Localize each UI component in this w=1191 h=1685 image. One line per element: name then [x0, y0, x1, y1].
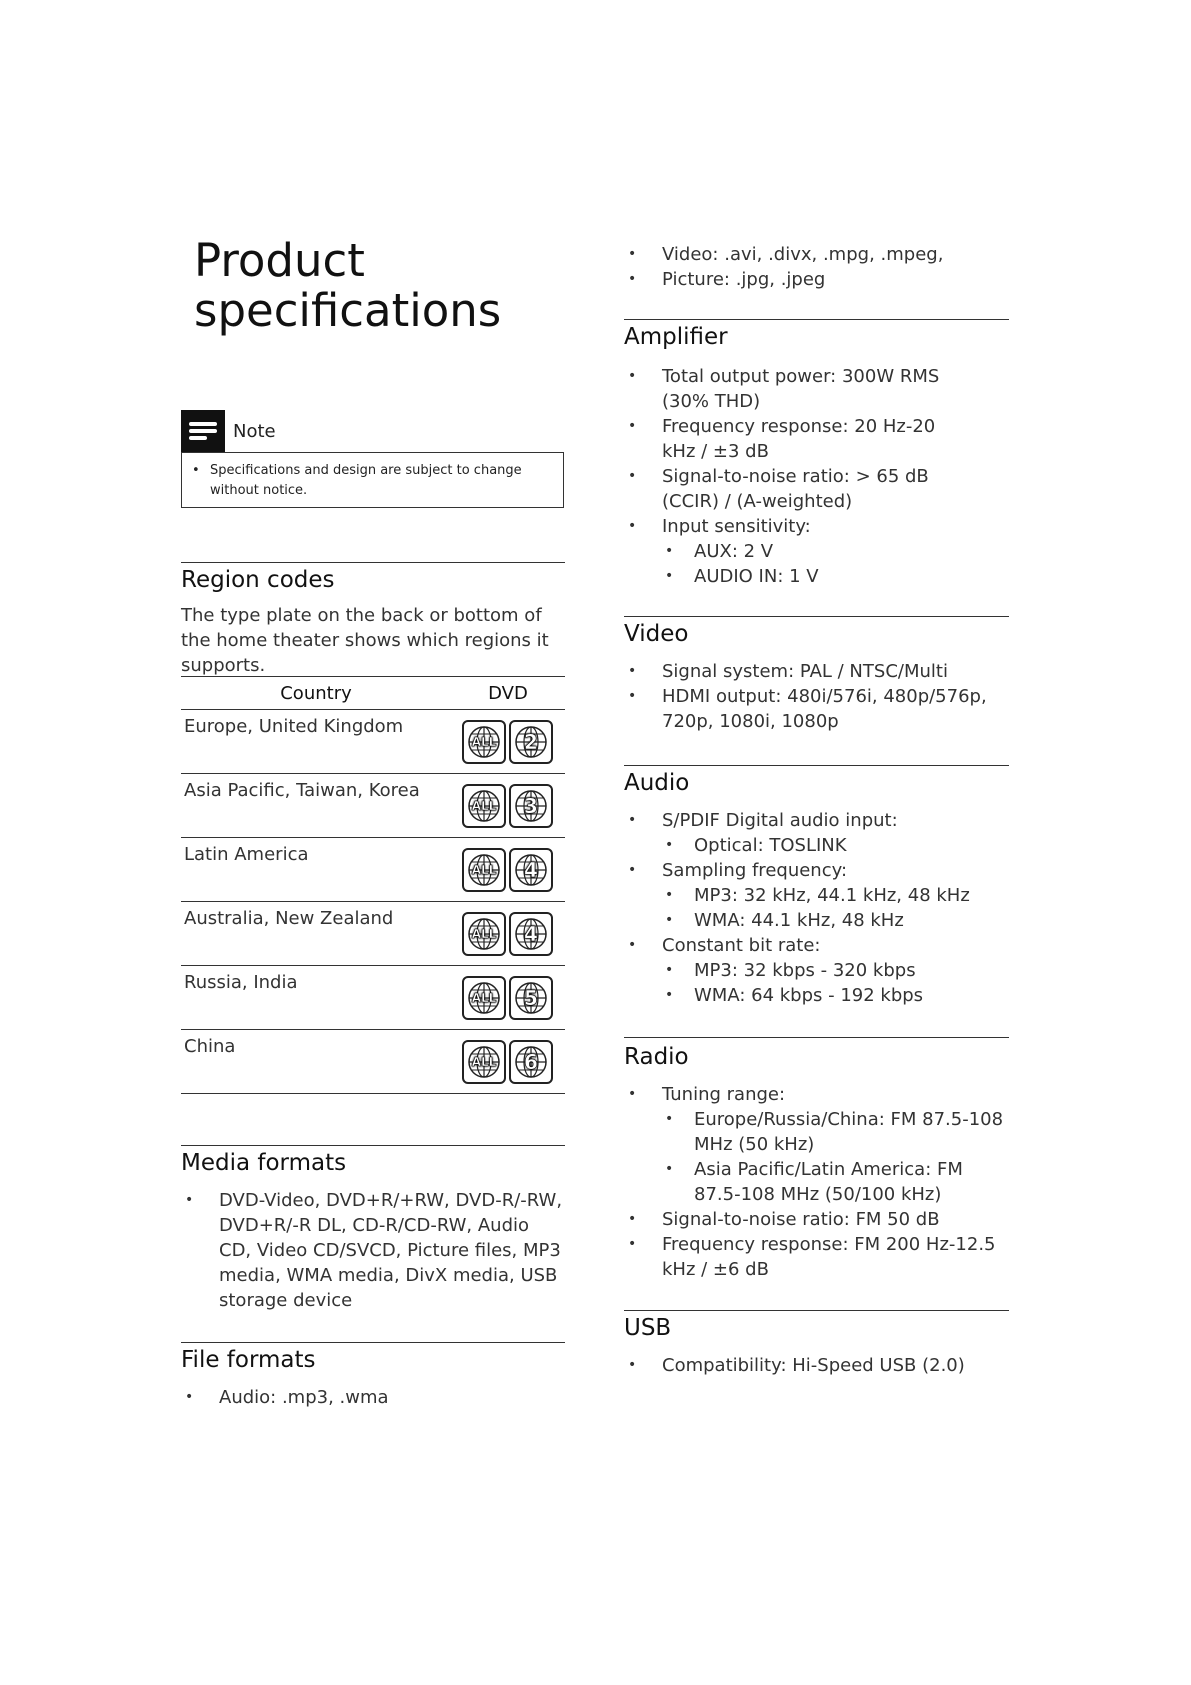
col-country: Country — [280, 682, 352, 704]
amplifier-section — [624, 319, 1009, 589]
region-table — [181, 676, 565, 1094]
file-formats-continued — [624, 242, 1014, 292]
media-formats-heading: Media formats — [181, 1150, 347, 1176]
note-text: Specifications and design are subject to change without notice. — [210, 463, 522, 498]
list-item: • Audio: .mp3, .wma — [181, 1385, 565, 1410]
note-label: Note — [233, 420, 276, 442]
region-badges — [462, 1040, 553, 1084]
country-name: Russia, India — [184, 972, 298, 993]
region-badges — [462, 848, 553, 892]
region-code-badge: 3 — [509, 784, 553, 828]
region-badges — [462, 912, 553, 956]
audio-section — [624, 765, 1009, 1008]
list-item: • Signal-to-noise ratio: > 65 dB (CCIR) / (A-weighted) — [624, 464, 964, 514]
list-item: • S/PDIF Digital audio input: • Optical: TOSLINK — [624, 808, 1009, 858]
region-all-badge: ALL — [462, 848, 506, 892]
radio-section — [624, 1037, 1009, 1282]
list-item: • MP3: 32 kbps - 320 kbps — [662, 958, 1009, 983]
list-item: • Europe/Russia/China: FM 87.5-108 MHz (50 kHz) — [662, 1107, 1009, 1157]
audio-list — [624, 808, 1009, 1008]
audio-heading: Audio — [624, 770, 690, 796]
region-all-badge: ALL — [462, 1040, 506, 1084]
list-item: • Signal system: PAL / NTSC/Multi — [624, 659, 1009, 684]
file-formats-heading: File formats — [181, 1347, 316, 1373]
list-item: • AUDIO IN: 1 V — [662, 564, 964, 589]
media-formats-section — [181, 1145, 565, 1313]
region-badges — [462, 720, 553, 764]
usb-heading: USB — [624, 1315, 672, 1341]
region-all-badge: ALL — [462, 912, 506, 956]
file-formats-list — [181, 1385, 565, 1410]
list-item: • Sampling frequency: • MP3: 32 kHz, 44.1 kHz, 48 kHz • WMA: 44.1 kHz, 48 kHz — [624, 858, 1009, 933]
page-title: Product specifications — [194, 234, 502, 337]
usb-section — [624, 1310, 1009, 1378]
sampling-sublist — [662, 883, 1009, 933]
video-heading: Video — [624, 621, 689, 647]
table-row — [181, 838, 565, 902]
list-item: • Video: .avi, .divx, .mpg, .mpeg, — [624, 242, 1014, 267]
table-row — [181, 902, 565, 966]
list-item: • MP3: 32 kHz, 44.1 kHz, 48 kHz — [662, 883, 1009, 908]
bitrate-sublist — [662, 958, 1009, 1008]
file-formats-section — [181, 1342, 565, 1410]
country-name: Latin America — [184, 844, 309, 865]
list-item: • HDMI output: 480i/576i, 480p/576p, 720p, 1080i, 1080p — [624, 684, 1009, 734]
list-item: • Compatibility: Hi-Speed USB (2.0) — [624, 1353, 1009, 1378]
list-item: • Total output power: 300W RMS (30% THD) — [624, 364, 964, 414]
list-item: • WMA: 44.1 kHz, 48 kHz — [662, 908, 1009, 933]
list-item: • WMA: 64 kbps - 192 kbps — [662, 983, 1009, 1008]
radio-heading: Radio — [624, 1044, 689, 1070]
country-name: Europe, United Kingdom — [184, 716, 404, 737]
list-item: • Input sensitivity: • AUX: 2 V • AUDIO IN: 1 V — [624, 514, 964, 589]
region-code-badge: 4 — [509, 848, 553, 892]
list-item: • AUX: 2 V — [662, 539, 964, 564]
list-item: • Frequency response: 20 Hz-20 kHz / ±3 dB — [624, 414, 964, 464]
col-dvd: DVD — [488, 682, 528, 704]
radio-list — [624, 1082, 1009, 1282]
table-row — [181, 966, 565, 1030]
region-code-badge: 6 — [509, 1040, 553, 1084]
list-item: • Asia Pacific/Latin America: FM 87.5-108 MHz (50/100 kHz) — [662, 1157, 1009, 1207]
media-formats-list — [181, 1188, 565, 1313]
list-item: • DVD-Video, DVD+R/+RW, DVD-R/-RW, DVD+R/-R DL, CD-R/CD-RW, Audio CD, Video CD/SVCD, Picture files, MP3 media, WMA media, DivX media, USB storage device — [181, 1188, 565, 1313]
region-rows — [181, 710, 565, 1094]
country-name: China — [184, 1036, 236, 1057]
list-item: • Tuning range: • Europe/Russia/China: FM 87.5-108 MHz (50 kHz) • Asia Pacific/Latin America: FM 87.5-108 MHz (50/100 kHz) — [624, 1082, 1009, 1207]
country-name: Australia, New Zealand — [184, 908, 394, 929]
list-item: • Constant bit rate: • MP3: 32 kbps - 320 kbps • WMA: 64 kbps - 192 kbps — [624, 933, 1009, 1008]
usb-list — [624, 1353, 1009, 1378]
region-badges — [462, 784, 553, 828]
amplifier-heading: Amplifier — [624, 324, 728, 350]
table-row — [181, 774, 565, 838]
video-section — [624, 616, 1009, 734]
note-icon — [181, 410, 225, 452]
region-table-header — [181, 676, 565, 710]
region-all-badge: ALL — [462, 784, 506, 828]
list-item: • Optical: TOSLINK — [662, 833, 1009, 858]
amplifier-list — [624, 364, 964, 589]
note-header — [181, 410, 276, 452]
input-sensitivity-sublist — [662, 539, 964, 589]
video-list — [624, 659, 1009, 734]
region-codes-section — [181, 562, 565, 678]
spdif-sublist — [662, 833, 1009, 858]
region-codes-intro: The type plate on the back or bottom of the home theater shows which regions it supports. — [181, 605, 549, 676]
region-code-badge: 4 — [509, 912, 553, 956]
tuning-sublist — [662, 1107, 1009, 1207]
table-row — [181, 1030, 565, 1094]
region-all-badge: ALL — [462, 976, 506, 1020]
note-box: • Specifications and design are subject to change without notice. — [181, 452, 564, 508]
region-all-badge: ALL — [462, 720, 506, 764]
list-item: • Signal-to-noise ratio: FM 50 dB — [624, 1207, 1009, 1232]
table-row — [181, 710, 565, 774]
list-item: • Picture: .jpg, .jpeg — [624, 267, 1014, 292]
region-badges — [462, 976, 553, 1020]
region-codes-heading: Region codes — [181, 567, 335, 593]
country-name: Asia Pacific, Taiwan, Korea — [184, 780, 420, 801]
region-code-badge: 2 — [509, 720, 553, 764]
region-code-badge: 5 — [509, 976, 553, 1020]
list-item: • Frequency response: FM 200 Hz-12.5 kHz / ±6 dB — [624, 1232, 1009, 1282]
